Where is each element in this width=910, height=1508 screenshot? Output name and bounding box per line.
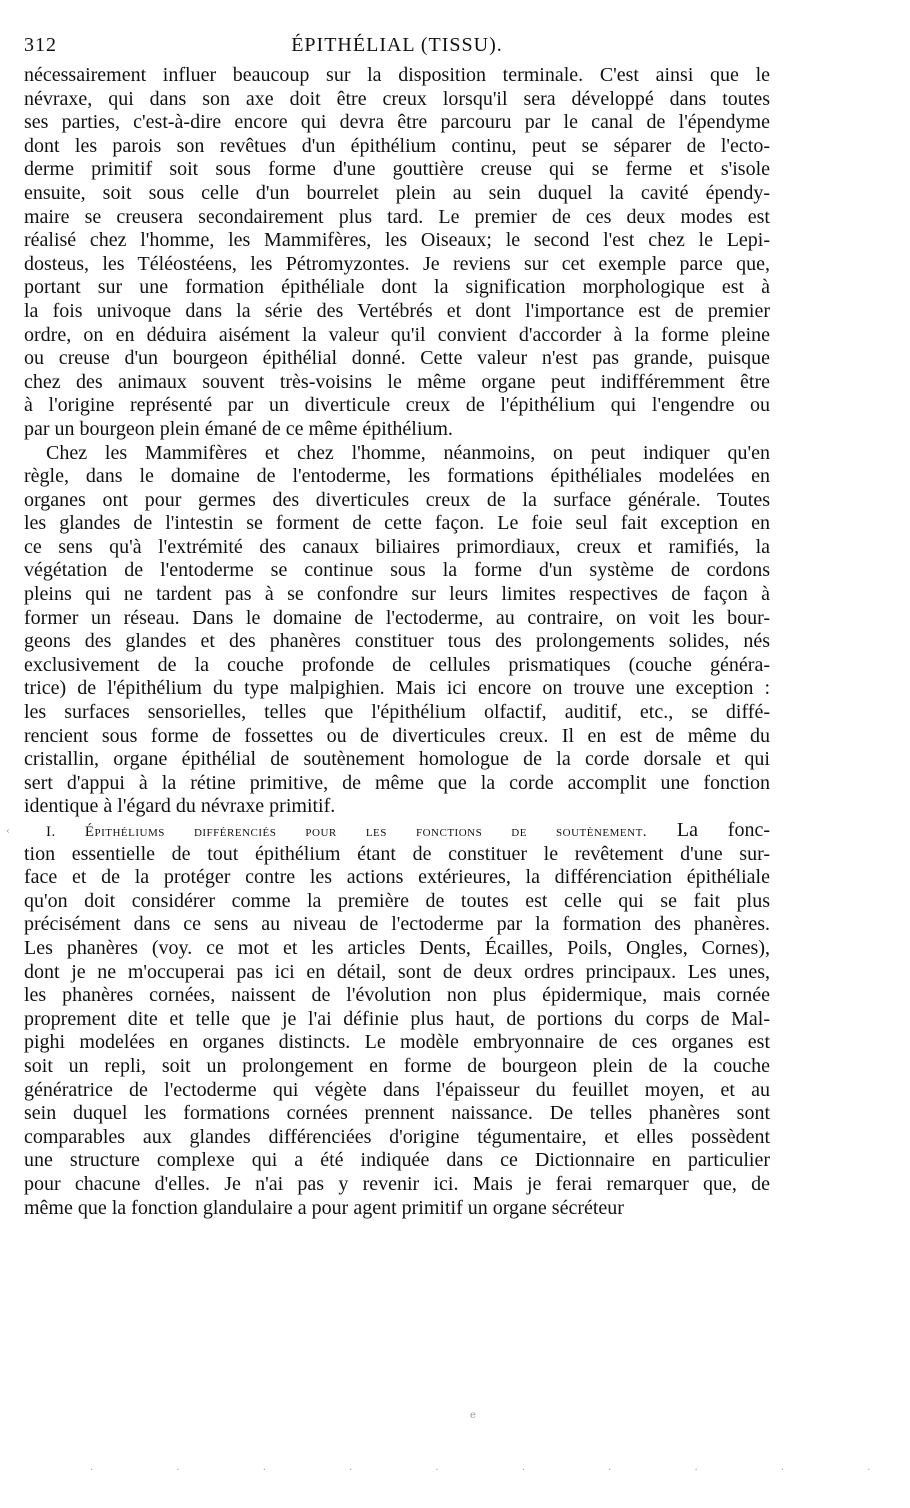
text-line: Les phanères (voy. ce mot et les articles Dents, Écailles, Poils, Ongles, Cornes),	[24, 936, 770, 959]
text-line: Chez les Mammifères et chez l'homme, néanmoins, on peut indiquer qu'en	[46, 441, 770, 464]
text-line: névraxe, qui dans son axe doit être creux lorsqu'il sera développé dans toutes	[24, 87, 770, 110]
section-heading-line	[24, 819, 770, 843]
text-line: dosteus, les Téléostéens, les Pétromyzontes. Je reviens sur cet exemple parce que,	[24, 252, 770, 275]
body-text	[24, 64, 770, 1220]
text-line: organes ont pour germes des diverticules creux de la surface générale. Toutes	[24, 488, 770, 511]
text-line: exclusivement de la couche profonde de cellules prismatiques (couche généra-	[24, 653, 770, 676]
text-line: végétation de l'entoderme se continue sous la forme d'un système de cordons	[24, 559, 770, 582]
document-page	[24, 34, 770, 1220]
text-line: ou creuse d'un bourgeon épithélial donné. Cette valeur n'est pas grande, puisque	[24, 347, 770, 370]
paragraph-1	[24, 64, 770, 442]
text-line: identique à l'égard du névraxe primitif.	[24, 795, 336, 818]
text-line: sein duquel les formations cornées prennent naissance. De telles phanères sont	[24, 1102, 770, 1125]
bottom-mark: e	[470, 1410, 476, 1421]
text-line: ce sens qu'à l'extrémité des canaux biliaires primordiaux, creux et ramifiés, la	[24, 535, 770, 558]
text-line: les glandes de l'intestin se forment de cette façon. Le foie seul fait exception en	[24, 512, 770, 535]
text-line: qu'on doit considérer comme la première de toutes est celle qui se fait plus	[24, 889, 770, 912]
text-line: ordre, on en déduira aisément la valeur qu'il convient d'accorder à la forme pleine	[24, 323, 770, 346]
text-line: dont je ne m'occuperai pas ici en détail, sont de deux ordres principaux. Les unes,	[24, 960, 770, 983]
text-line: nécessairement influer beaucoup sur la disposition terminale. C'est ainsi que le	[24, 64, 770, 86]
footer-dots: . . . . . . . . . .	[90, 1462, 910, 1473]
text-line: geons des glandes et des phanères constituer tous des prolongements solides, nés	[24, 630, 770, 653]
text-line: même que la fonction glandulaire a pour agent primitif un organe sécréteur	[24, 1196, 624, 1219]
text-line: pleins qui ne tardent pas à se confondre sur leurs limites respectives de façon à	[24, 583, 770, 606]
text-line: précisément dans ce sens au niveau de l'ectoderme par la formation des phanères.	[24, 913, 770, 936]
running-title: ÉPITHÉLIAL (TISSU).	[291, 34, 503, 56]
text-line: pighi modelées en organes distincts. Le modèle embryonnaire de ces organes est	[24, 1031, 770, 1054]
text-line: face et de la protéger contre les actions extérieures, la différenciation épithéliale	[24, 866, 770, 889]
text-line: portant sur une formation épithéliale dont la signification morphologique est à	[24, 276, 770, 299]
text-line: trice) de l'épithélium du type malpighien. Mais ici encore on trouve une exception :	[24, 677, 770, 700]
text-line: comparables aux glandes différenciées d'origine tégumentaire, et elles possèdent	[24, 1125, 770, 1148]
paragraph-3	[24, 819, 770, 1220]
text-line: ses parties, c'est-à-dire encore qui devra être parcouru par le canal de l'épendyme	[24, 111, 770, 134]
margin-mark: ‹	[6, 826, 10, 837]
text-line: une structure complexe qui a été indiquée dans ce Dictionnaire en particulier	[24, 1149, 770, 1172]
section-heading: I. Épithéliums différenciés pour les fonctions de soutènement.	[46, 824, 648, 840]
text-line: chez des animaux souvent très-voisins le même organe peut indifféremment être	[24, 370, 770, 393]
text-line: soit un repli, soit un prolongement en forme de bourgeon plein de la couche	[24, 1054, 770, 1077]
text-line: rencient sous forme de fossettes ou de diverticules creux. Il en est de même du	[24, 724, 770, 747]
text-line: la fois univoque dans la série des Vertébrés et dont l'importance est de premier	[24, 299, 770, 322]
text-line: réalisé chez l'homme, les Mammifères, les Oiseaux; le second l'est chez le Lepi-	[24, 229, 770, 252]
text-line: sert d'appui à la rétine primitive, de même que la corde accomplit une fonction	[24, 771, 770, 794]
text-line: les surfaces sensorielles, telles que l'épithélium olfactif, auditif, etc., se diffé-	[24, 701, 770, 724]
text-line: tion essentielle de tout épithélium étant de constituer le revêtement d'une sur-	[24, 842, 770, 865]
text-line: former un réseau. Dans le domaine de l'ectoderme, au contraire, on voit les bour-	[24, 606, 770, 629]
text-line: règle, dans le domaine de l'entoderme, les formations épithéliales modelées en	[24, 465, 770, 488]
page-number: 312	[24, 34, 57, 56]
text-line: par un bourgeon plein émané de ce même épithélium.	[24, 417, 453, 440]
text-line: derme primitif soit sous forme d'une gouttière creuse qui se ferme et s'isole	[24, 158, 770, 181]
text-line: à l'origine représenté par un diverticule creux de l'épithélium qui l'engendre ou	[24, 394, 770, 417]
text-line: génératrice de l'ectoderme qui végète dans l'épaisseur du feuillet moyen, et au	[24, 1078, 770, 1101]
text-line: cristallin, organe épithélial de soutènement homologue de la corde dorsale et qui	[24, 748, 770, 771]
text-line: proprement dite et telle que je l'ai définie plus haut, de portions du corps de Mal-	[24, 1007, 770, 1030]
heading-line-rest: La fonc-	[676, 819, 770, 841]
text-line: pour chacune d'elles. Je n'ai pas y revenir ici. Mais je ferai remarquer que, de	[24, 1172, 770, 1195]
text-line: dont les parois son revêtues d'un épithélium continu, peut se séparer de l'ecto-	[24, 134, 770, 157]
text-line: les phanères cornées, naissent de l'évolution non plus épidermique, mais cornée	[24, 984, 770, 1007]
paragraph-2	[24, 442, 770, 820]
text-line: maire se creusera secondairement plus tard. Le premier de ces deux modes est	[24, 205, 770, 228]
page-header	[24, 34, 770, 60]
text-line: ensuite, soit sous celle d'un bourrelet plein au sein duquel la cavité épendy-	[24, 181, 770, 204]
